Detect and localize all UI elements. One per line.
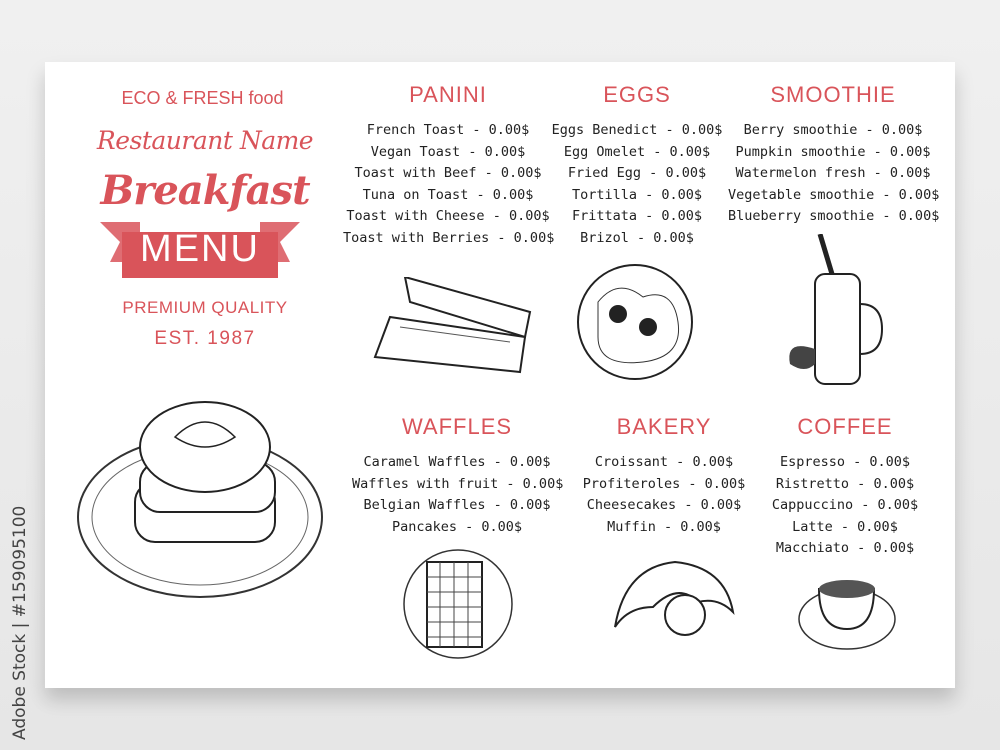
menu-item: Tortilla - 0.00$ [571,186,703,203]
section-title: COFFEE [797,414,893,439]
quality-label: PREMIUM QUALITY [122,298,288,317]
section-title: WAFFLES [401,414,513,439]
section-panini [343,82,553,249]
menu-item: Berry smoothie - 0.00$ [743,122,923,138]
menu-item: Cappuccino - 0.00$ [771,497,919,513]
menu-label: MENU [140,228,260,270]
menu-item: Tuna on Toast - 0.00$ [362,186,534,203]
section-title: EGGS [603,82,671,107]
menu-item: Waffles with fruit - 0.00$ [352,475,564,492]
menu-item: Muffin - 0.00$ [607,518,721,535]
menu-item: French Toast - 0.00$ [366,122,530,138]
pancakes-illustration-icon [75,392,330,607]
menu-card [45,62,955,688]
menu-item: Latte - 0.00$ [792,518,898,535]
tagline: ECO & FRESH food [121,88,284,108]
menu-item: Espresso - 0.00$ [779,454,911,470]
section-coffee [740,414,950,560]
menu-item: Vegan Toast - 0.00$ [370,143,526,160]
section-title: SMOOTHIE [770,82,896,107]
menu-item: Toast with Beef - 0.00$ [354,165,542,181]
menu-item: Frittata - 0.00$ [571,208,703,224]
croissant-illustration-icon [610,557,735,642]
menu-item: Croissant - 0.00$ [594,454,734,470]
sandwich-illustration-icon [370,277,535,382]
menu-title: Breakfast [100,167,310,214]
coffee-cup-illustration-icon [797,564,897,654]
section-waffles [352,414,562,538]
section-title: BAKERY [616,414,712,439]
menu-item: Caramel Waffles - 0.00$ [363,454,551,470]
menu-item: Ristretto - 0.00$ [775,475,915,492]
menu-item: Cheesecakes - 0.00$ [586,497,742,513]
section-smoothie [728,82,938,228]
menu-item: Toast with Berries - 0.00$ [343,229,555,246]
menu-item: Toast with Cheese - 0.00$ [346,208,550,224]
smoothie-jar-illustration-icon [780,234,890,389]
menu-item: Macchiato - 0.00$ [775,540,915,556]
section-eggs [532,82,742,249]
menu-item: Blueberry smoothie - 0.00$ [728,208,940,224]
menu-item: Pancakes - 0.00$ [391,518,523,535]
menu-item: Profiteroles - 0.00$ [582,475,746,492]
menu-item: Brizol - 0.00$ [580,229,694,246]
watermark: Adobe Stock | #159095100 [10,505,30,740]
section-bakery [559,414,769,538]
waffles-illustration-icon [402,547,514,662]
menu-item: Pumpkin smoothie - 0.00$ [735,143,931,160]
fried-eggs-illustration-icon [573,262,698,382]
menu-item: Fried Egg - 0.00$ [567,165,707,181]
menu-item: Vegetable smoothie - 0.00$ [728,186,940,203]
menu-item: Belgian Waffles - 0.00$ [363,497,551,513]
menu-item: Watermelon fresh - 0.00$ [735,165,931,181]
menu-item: Egg Omelet - 0.00$ [563,143,711,160]
restaurant-name: Restaurant Name [96,126,314,155]
section-title: PANINI [409,82,487,107]
menu-item: Eggs Benedict - 0.00$ [551,122,723,138]
established-label: EST. 1987 [154,328,256,349]
